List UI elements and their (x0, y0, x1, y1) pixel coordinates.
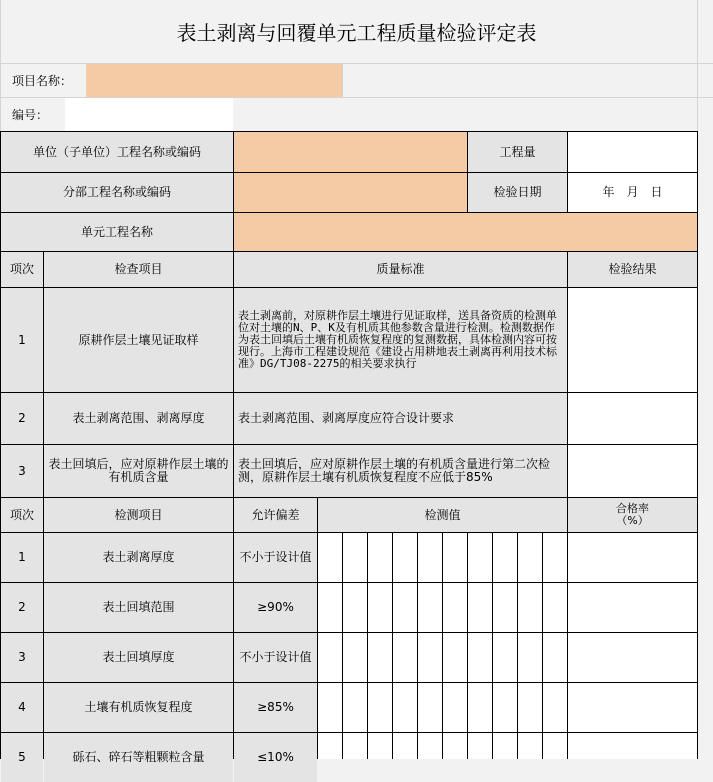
test-row-2-index: 2 (1, 583, 43, 632)
sub-project-field[interactable] (234, 173, 467, 212)
test-row-4-item: 土壤有机质恢复程度 (44, 683, 233, 732)
inspect-row-2-item: 表土剥离范围、剥离厚度 (44, 393, 233, 444)
unit-project-label: 单位（子单位）工程名称或编码 (1, 132, 233, 172)
inspect-row-1-index: 1 (1, 288, 43, 392)
test-row-3-tolerance: 不小于设计值 (234, 633, 317, 682)
quantity-label: 工程量 (468, 132, 567, 172)
test-row-2-tolerance: ≥90% (234, 583, 317, 632)
inspect-row-2-result[interactable] (568, 393, 697, 444)
project-name-field[interactable] (86, 63, 343, 97)
inspect-item-header: 检查项目 (44, 252, 233, 287)
test-row-1-index: 1 (1, 533, 43, 582)
inspect-row-3-index: 3 (1, 445, 43, 497)
inspect-index-header: 项次 (1, 252, 43, 287)
unit-project-field[interactable] (234, 132, 467, 172)
inspect-row-3-standard: 表土回填后，应对原耕作层土壤的有机质含量进行第二次检测，原耕作层土壤有机质恢复程度不应低于85% (234, 445, 567, 497)
test-index-header: 项次 (1, 498, 43, 532)
test-row-2-item: 表土回填范围 (44, 583, 233, 632)
inspect-row-3-result[interactable] (568, 445, 697, 497)
test-row-5-index: 5 (1, 733, 43, 782)
project-name-label: 项目名称： (12, 73, 73, 88)
sub-project-label: 分部工程名称或编码 (1, 173, 233, 212)
inspection-date-field[interactable]: 年 月 日 (568, 173, 697, 212)
inspect-row-3-item: 表土回填后，应对原耕作层土壤的有机质含量 (44, 445, 233, 497)
pass-rate-header: 合格率 （%） (568, 498, 697, 532)
number-field[interactable] (65, 97, 233, 131)
inspect-row-1-result[interactable] (568, 288, 697, 392)
inspection-result-header: 检验结果 (568, 252, 697, 287)
inspect-row-2-index: 2 (1, 393, 43, 444)
inspect-row-1-item: 原耕作层土壤见证取样 (44, 288, 233, 392)
test-row-1-item: 表土剥离厚度 (44, 533, 233, 582)
inspect-row-2-standard: 表土剥离范围、剥离厚度应符合设计要求 (234, 393, 567, 444)
element-project-label: 单元工程名称 (1, 213, 233, 251)
test-row-3-item: 表土回填厚度 (44, 633, 233, 682)
test-row-5-item: 砾石、碎石等粗颗粒含量 (44, 733, 233, 782)
test-values-grid[interactable] (318, 533, 697, 759)
number-label: 编号： (12, 107, 49, 122)
test-row-1-tolerance: 不小于设计值 (234, 533, 317, 582)
test-item-header: 检测项目 (44, 498, 233, 532)
test-row-5-tolerance: ≤10% (234, 733, 317, 782)
tolerance-header: 允许偏差 (234, 498, 317, 532)
inspect-row-1-standard: 表土剥离前，对原耕作层土壤进行见证取样，送具备资质的检测单位对土壤的N、P、K及有机质其他参数含量进行检测。检测数据作为表土回填后土壤有机质恢复程度的复测数据，具体检测内容可按现行。上海市工程建设规范《建设占用耕地表土剥离再利用技术标准》DG/TJ08-2275的相关要求执行 (234, 288, 567, 392)
test-row-3-index: 3 (1, 633, 43, 682)
quality-standard-header: 质量标准 (234, 252, 567, 287)
test-values-header: 检测值 (318, 498, 567, 532)
inspection-date-label: 检验日期 (468, 173, 567, 212)
test-row-4-tolerance: ≥85% (234, 683, 317, 732)
element-project-field[interactable] (234, 213, 697, 251)
form-title: 表土剥离与回覆单元工程质量检验评定表 (176, 21, 537, 45)
test-row-4-index: 4 (1, 683, 43, 732)
quantity-field[interactable] (568, 132, 697, 172)
